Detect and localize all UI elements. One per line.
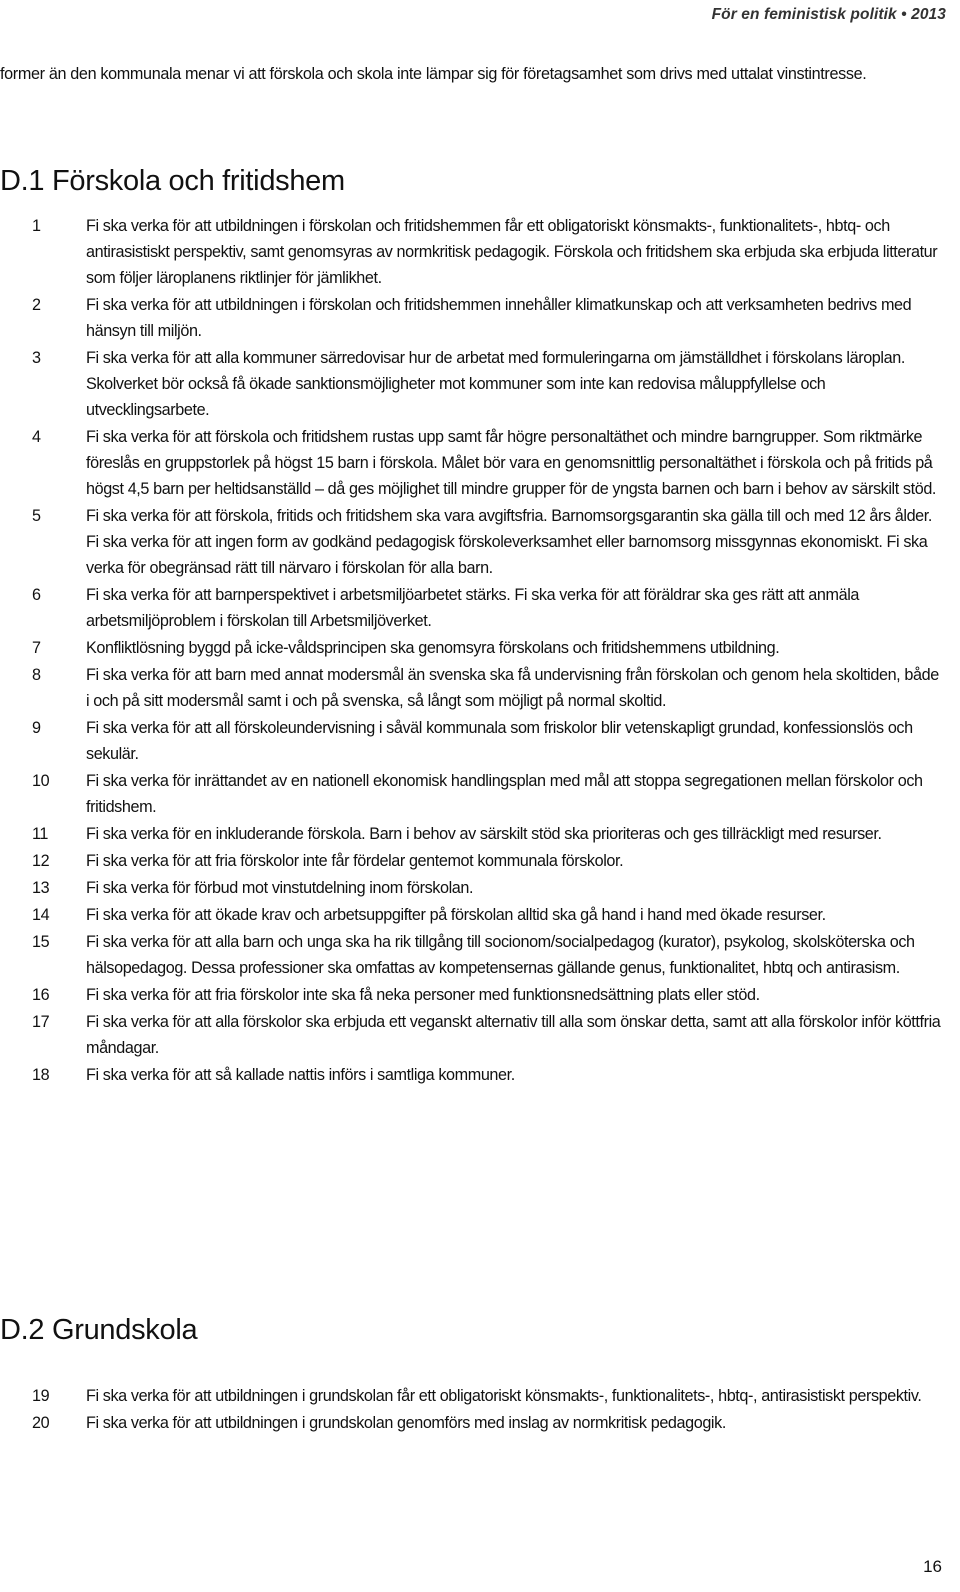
item-text: Fi ska verka för att utbildningen i förskolan och fritidshemmen får ett obligatoriskt könsmakts-, funktionalitets-, hbtq- och antirasistiskt perspektiv, samt genomsyras av normkritisk pedagogik. Förskola och fritidshem ska erbjuda ska erbjuda litteratur som följer läroplanens riktlinjer för jämlikhet. (86, 217, 938, 287)
item-text: Fi ska verka för att barnperspektivet i arbetsmiljöarbetet stärks. Fi ska verka för att föräldrar ska ges rätt att anmäla arbetsmiljöproblem i förskolan till Arbetsmiljöverket. (86, 586, 859, 630)
item-text: Fi ska verka för att all förskoleundervisning i såväl kommunala som friskolor blir vetenskapligt grundad, konfessionslös och sekulär. (86, 719, 913, 763)
item-number: 3 (32, 349, 41, 367)
intro-paragraph: former än den kommunala menar vi att förskola och skola inte lämpar sig för företagsamhet som drivs med uttalat vinstintresse. (0, 65, 867, 83)
page-number: 16 (923, 1557, 942, 1576)
list-item (0, 1410, 945, 1436)
list-item (0, 635, 945, 661)
item-text: Fi ska verka för att så kallade nattis införs i samtliga kommuner. (86, 1066, 515, 1084)
item-text: Fi ska verka för att barn med annat modersmål än svenska ska få undervisning från förskolan och genom hela skoltiden, både i och på sitt modersmål samt i och på svenska, så långt som möjligt på normal skoltid. (86, 666, 939, 710)
running-header: För en feministisk politik • 2013 (711, 6, 946, 23)
item-number: 10 (32, 772, 50, 790)
item-text: Fi ska verka för att utbildningen i förskolan och fritidshemmen innehåller klimatkunskap och att verksamheten bedrivs med hänsyn till miljön. (86, 296, 912, 340)
list-item (0, 662, 945, 714)
item-number: 15 (32, 933, 50, 951)
item-text: Fi ska verka för att utbildningen i grundskolan får ett obligatoriskt könsmakts-, funktionalitets-, hbtq-, antirasistiskt perspektiv. (86, 1387, 922, 1405)
list-item (0, 582, 945, 634)
list-item (0, 1383, 945, 1409)
item-text: Fi ska verka för förbud mot vinstutdelning inom förskolan. (86, 879, 474, 897)
item-number: 11 (32, 825, 49, 843)
section-heading-d1: D.1 Förskola och fritidshem (0, 165, 345, 197)
item-number: 6 (32, 586, 41, 604)
list-item (0, 982, 945, 1008)
list-item (0, 929, 945, 981)
list-item (0, 715, 945, 767)
item-text: Fi ska verka för att alla förskolor ska erbjuda ett veganskt alternativ till alla som önskar detta, samt att alla förskolor inför köttfria måndagar. (86, 1013, 941, 1057)
item-number: 19 (32, 1387, 50, 1405)
item-text: Fi ska verka för att ökade krav och arbetsuppgifter på förskolan alltid ska gå hand i hand med ökade resurser. (86, 906, 826, 924)
item-number: 9 (32, 719, 41, 737)
item-number: 8 (32, 666, 41, 684)
item-text: Fi ska verka för att fria förskolor inte ska få neka personer med funktionsnedsättning plats eller stöd. (86, 986, 760, 1004)
list-item (0, 902, 945, 928)
list-item (0, 875, 945, 901)
item-text: Fi ska verka för att fria förskolor inte får fördelar gentemot kommunala förskolor. (86, 852, 624, 870)
item-number: 13 (32, 879, 50, 897)
list-item (0, 345, 945, 423)
list-item (0, 503, 945, 581)
item-number: 2 (32, 296, 41, 314)
item-text: Fi ska verka för att utbildningen i grundskolan genomförs med inslag av normkritisk pedagogik. (86, 1414, 726, 1432)
item-number: 7 (32, 639, 41, 657)
item-number: 16 (32, 986, 50, 1004)
list-item (0, 292, 945, 344)
list-item (0, 213, 945, 291)
item-number: 17 (32, 1013, 50, 1031)
section-heading-d2: D.2 Grundskola (0, 1314, 198, 1346)
item-number: 4 (32, 428, 41, 446)
item-number: 18 (32, 1066, 50, 1084)
list-item (0, 424, 945, 502)
item-list-d1 (0, 213, 945, 1089)
list-item (0, 1062, 945, 1088)
item-text: Fi ska verka för inrättandet av en nationell ekonomisk handlingsplan med mål att stoppa segregationen mellan förskolor och fritidshem. (86, 772, 923, 816)
item-text: Fi ska verka för att förskola, fritids och fritidshem ska vara avgiftsfria. Barnomsorgsgarantin ska gälla till och med 12 års ålder. Fi ska verka för att ingen form av godkänd pedagogisk förskoleverksamhet eller barnomsorg missgynnas ekonomiskt. Fi ska verka för obegränsad rätt till närvaro i förskolan för alla barn. (86, 507, 932, 577)
item-number: 12 (32, 852, 50, 870)
item-number: 1 (32, 217, 41, 235)
list-item (0, 848, 945, 874)
item-text: Fi ska verka för en inkluderande förskola. Barn i behov av särskilt stöd ska prioriteras och ges tillräckligt med resurser. (86, 825, 882, 843)
list-item (0, 821, 945, 847)
item-number: 14 (32, 906, 50, 924)
item-number: 20 (32, 1414, 50, 1432)
item-list-d2 (0, 1383, 945, 1437)
item-number: 5 (32, 507, 41, 525)
item-text: Fi ska verka för att förskola och fritidshem rustas upp samt får högre personaltäthet och mindre barngrupper. Som riktmärke föreslås en gruppstorlek på högst 15 barn i förskola. Målet bör vara en genomsnittlig personaltäthet i förskola och på fritids på högst 4,5 barn per heltidsanställd – då ges möjlighet till mindre grupper för de yngsta barnen och barn i behov av särskilt stöd. (86, 428, 937, 498)
list-item (0, 1009, 945, 1061)
item-text: Fi ska verka för att alla kommuner särredovisar hur de arbetat med formuleringarna om jämställdhet i förskolans läroplan. Skolverket bör också få ökade sanktionsmöjligheter mot kommuner som inte kan redovisa måluppfyllelse och utvecklingsarbete. (86, 349, 905, 419)
item-text: Konfliktlösning byggd på icke-våldsprincipen ska genomsyra förskolans och fritidshemmens utbildning. (86, 639, 780, 657)
item-text: Fi ska verka för att alla barn och unga ska ha rik tillgång till socionom/socialpedagog (kurator), psykolog, skolsköterska och hälsopedagog. Dessa professioner ska omfattas av kompetensernas gällande genus, funktionalitet, hbtq och antirasism. (86, 933, 915, 977)
list-item (0, 768, 945, 820)
